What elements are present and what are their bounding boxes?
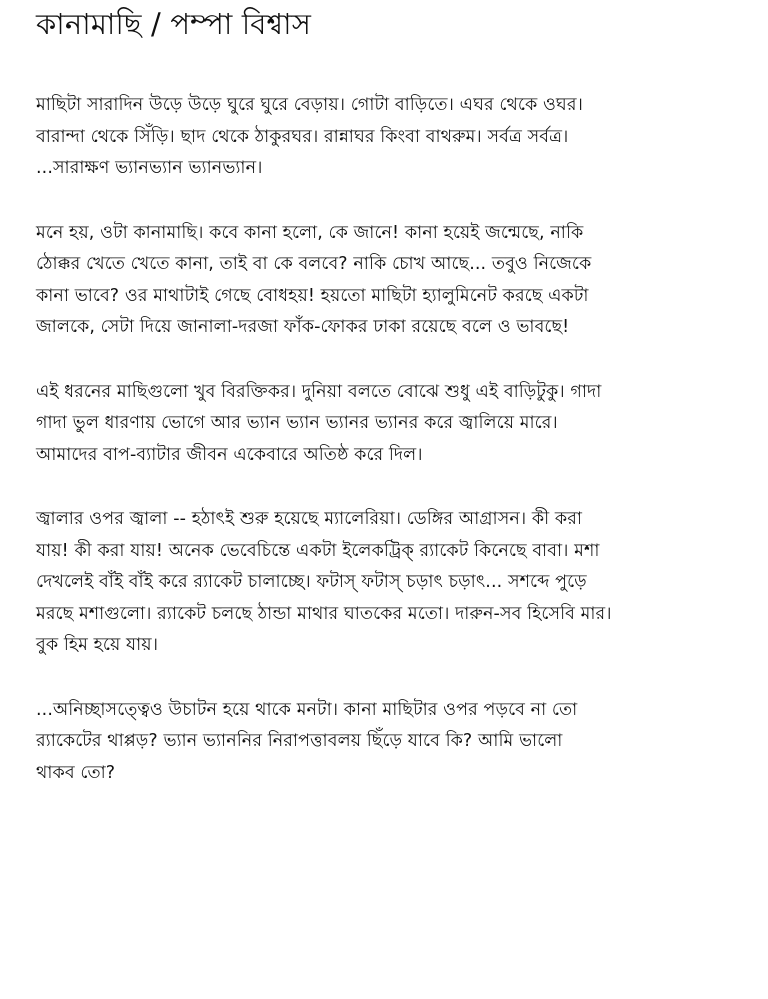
text-line: বারান্দা থেকে সিঁড়ি। ছাদ থেকে ঠাকুরঘর। রান্নাঘর কিংবা বাথরুম। সর্বত্র সর্বত্র। — [36, 126, 569, 147]
paragraph-3 — [36, 377, 732, 472]
text-line: কানা ভাবে? ওর মাথাটাই গেছে বোধহয়! হয়তো মাছিটা হ্যালুমিনেট করছে একটা — [36, 285, 589, 306]
text-line: থাকব তো? — [36, 762, 116, 783]
text-line: র‍্যাকেটের থাপ্পড়? ভ্যান ভ্যাননির নিরাপত্তাবলয় ছিঁড়ে যাবে কি? আমি ভালো — [36, 731, 563, 751]
page-title: কানামাছি / পম্পা বিশ্বাস — [36, 7, 312, 41]
text-line: ঠোক্কর খেতে খেতে কানা, তাই বা কে বলবে? নাকি চোখ আছে... তবুও নিজেকে — [36, 254, 592, 274]
paragraph-1 — [36, 90, 732, 185]
text-line: বুক হিম হয়ে যায়। — [36, 635, 159, 655]
text-line: ...অনিচ্ছাসত্ত্বেও উচাটন হয়ে থাকে মনটা। কানা মাছিটার ওপর পড়বে না তো — [36, 699, 578, 720]
text-line: আমাদের বাপ-ব্যাটার জীবন একেবারে অতিষ্ঠ করে দিল। — [36, 444, 423, 465]
text-line: দেখলেই বাঁই বাঁই করে র‍্যাকেট চালাচ্ছে। ফটাস্ ফটাস্ চড়াৎ চড়াৎ... সশব্দে পুড়ে — [36, 572, 587, 592]
text-line: এই ধরনের মাছিগুলো খুব বিরক্তিকর। দুনিয়া বলতে বোঝে শুধু এই বাড়িটুকু। গাদা — [36, 381, 602, 402]
paragraph-2 — [36, 218, 732, 344]
text-line: মাছিটা সারাদিন উড়ে উড়ে ঘুরে ঘুরে বেড়ায়। গোটা বাড়িতে। এঘর থেকে ওঘর। — [36, 95, 583, 115]
text-line: গাদা ভুল ধারণায় ভোগে আর ভ্যান ভ্যান ভ্যানর ভ্যানর করে জ্বালিয়ে মারে। — [36, 413, 558, 433]
text-line: ...সারাক্ষণ ভ্যানভ্যান ভ্যানভ্যান। — [36, 158, 263, 178]
paragraph-5 — [36, 695, 732, 790]
text-line: জ্বালার ওপর জ্বালা -- হঠাৎই শুরু হয়েছে ম্যালেরিয়া। ডেঙ্গির আগ্রাসন। কী করা — [36, 509, 583, 529]
text-line: যায়! কী করা যায়! অনেক ভেবেচিন্তে একটা ইলেকট্রিক্ র‍্যাকেট কিনেছে বাবা। মশা — [36, 540, 600, 561]
text-line: জালকে, সেটা দিয়ে জানালা-দরজা ফাঁক-ফোকর ঢাকা রয়েছে বলে ও ভাবছে! — [36, 317, 570, 337]
story-body — [36, 90, 732, 789]
paragraph-4 — [36, 504, 732, 662]
text-line: মনে হয়, ওটা কানামাছি। কবে কানা হলো, কে জানে! কানা হয়েই জন্মেছে, নাকি — [36, 222, 584, 243]
text-line: মরছে মশাগুলো। র‍্যাকেট চলছে ঠান্ডা মাথার ঘাতকের মতো। দারুন-সব হিসেবি মার। — [36, 603, 612, 624]
